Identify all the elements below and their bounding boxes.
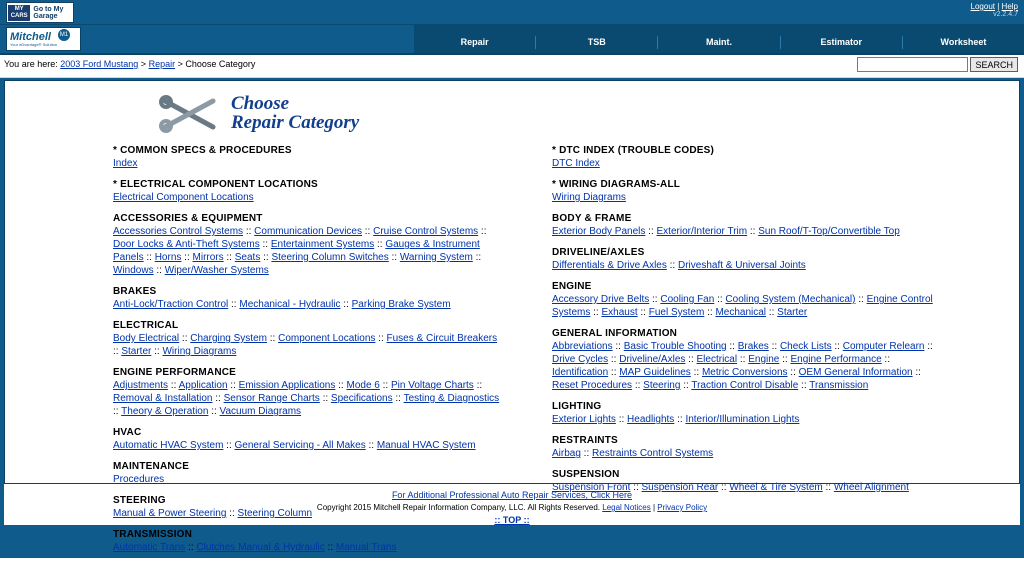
page-title-area <box>5 81 1019 139</box>
category-heading: * WIRING DIAGRAMS-ALL <box>552 179 681 190</box>
logo-badge-icon: M1 <box>58 29 70 41</box>
category-link[interactable]: Vacuum Diagrams <box>219 406 302 417</box>
link-separator: :: <box>718 482 730 493</box>
link-separator: :: <box>645 226 657 237</box>
category-link-list <box>552 340 942 392</box>
tab-maint[interactable]: Maint. <box>658 36 780 49</box>
copyright-text: Copyright 2015 Mitchell Repair Information Company, LLC. All Rights Reserved. <box>316 503 601 512</box>
category-link[interactable]: Sensor Range Charts <box>223 393 320 404</box>
my-garage-button[interactable] <box>6 2 74 23</box>
category-heading: TRANSMISSION <box>113 529 193 540</box>
link-separator: :: <box>690 367 702 378</box>
link-separator: :: <box>472 252 482 263</box>
category-link[interactable]: Accessories Control Systems <box>113 226 244 237</box>
category-link[interactable]: Manual & Power Steering <box>113 508 227 519</box>
category-link-list <box>113 473 503 486</box>
category-link[interactable]: Transmission <box>809 380 869 391</box>
category-link[interactable]: Adjustments <box>113 380 169 391</box>
link-separator: :: <box>766 307 778 318</box>
link-separator: :: <box>181 252 193 263</box>
category-link-list <box>552 225 942 238</box>
category-group <box>552 469 1019 494</box>
breadcrumb-bar <box>0 55 1024 78</box>
category-link[interactable]: Starter <box>121 346 152 357</box>
category-link[interactable]: Procedures <box>113 474 165 485</box>
link-separator: :: <box>912 367 921 378</box>
logout-link[interactable]: Logout <box>970 2 995 11</box>
link-separator: :: <box>168 380 179 391</box>
category-group <box>113 179 512 204</box>
category-columns <box>5 139 1019 563</box>
category-link[interactable]: Driveline/Axles <box>619 354 686 365</box>
breadcrumb-prefix: You are here: <box>4 59 58 69</box>
category-heading: ENGINE <box>552 281 592 292</box>
category-link[interactable]: Abbreviations <box>552 341 613 352</box>
category-link-list <box>113 191 503 204</box>
link-separator: :: <box>637 307 649 318</box>
link-separator: :: <box>374 239 386 250</box>
category-heading: MAINTENANCE <box>113 461 190 472</box>
link-separator: :: <box>632 380 644 391</box>
link-separator: :: <box>362 226 374 237</box>
breadcrumb-sep-1: > <box>140 59 147 69</box>
category-link[interactable]: OEM General Information <box>798 367 913 378</box>
category-link[interactable]: Engine <box>748 354 780 365</box>
category-heading: * COMMON SPECS & PROCEDURES <box>113 145 292 156</box>
link-separator: :: <box>266 333 279 344</box>
top-bar <box>0 0 1024 25</box>
tab-estimator[interactable]: Estimator <box>781 36 903 49</box>
category-link[interactable]: Cruise Control Systems <box>373 226 479 237</box>
category-link[interactable]: Manual HVAC System <box>376 440 476 451</box>
category-link[interactable]: Starter <box>777 307 808 318</box>
category-link[interactable]: Horns <box>154 252 182 263</box>
category-heading: HVAC <box>113 427 142 438</box>
category-link[interactable]: Computer Relearn <box>842 341 925 352</box>
category-link[interactable]: Wiring Diagrams <box>162 346 237 357</box>
link-separator: :: <box>392 393 404 404</box>
category-link-list <box>552 293 942 319</box>
category-link[interactable]: Engine Control Systems <box>552 294 933 318</box>
category-link[interactable]: Anti-Lock/Traction Control <box>113 299 229 310</box>
logo-tagline: Your eDvantage® Solution <box>10 41 58 47</box>
category-link-list <box>552 259 942 272</box>
category-link[interactable]: Accessory Drive Belts <box>552 294 650 305</box>
link-separator: :: <box>243 226 255 237</box>
link-separator: :: <box>223 440 235 451</box>
link-separator: :: <box>768 341 780 352</box>
category-link[interactable]: Communication Devices <box>254 226 362 237</box>
links-divider: | <box>997 2 1000 11</box>
category-link[interactable]: General Servicing - All Makes <box>234 440 366 451</box>
link-separator: :: <box>630 482 642 493</box>
category-group <box>113 495 512 520</box>
category-link[interactable]: Mechanical <box>715 307 767 318</box>
category-group <box>552 179 1019 204</box>
category-heading: ELECTRICAL <box>113 320 179 331</box>
go-to-my-garage-label: Go to My Garage <box>33 5 64 20</box>
breadcrumb-current: Choose Category <box>185 59 256 69</box>
link-separator: :: <box>649 294 661 305</box>
link-separator: :: <box>680 380 692 391</box>
category-heading: ENGINE PERFORMANCE <box>113 367 237 378</box>
link-separator: :: <box>179 333 191 344</box>
link-separator: :: <box>822 482 834 493</box>
link-separator: :: <box>779 354 791 365</box>
link-separator: :: <box>319 393 331 404</box>
category-link-list <box>113 379 503 418</box>
category-group <box>113 145 512 170</box>
category-link[interactable]: Suspension Rear <box>641 482 719 493</box>
category-link[interactable]: Exterior Lights <box>552 414 616 425</box>
link-separator: :: <box>388 252 400 263</box>
category-link[interactable]: Identification <box>552 367 609 378</box>
link-separator: :: <box>185 542 197 553</box>
content-frame <box>0 78 1024 558</box>
category-link[interactable]: Emission Applications <box>238 380 336 391</box>
category-link[interactable]: Door Locks & Anti-Theft Systems <box>113 239 260 250</box>
category-link[interactable]: Drive Cycles <box>552 354 609 365</box>
category-link[interactable]: Electrical <box>696 354 738 365</box>
pro-services-link[interactable]: For Additional Professional Auto Repair Services, Click Here <box>391 490 633 500</box>
category-link[interactable]: Exterior/Interior Trim <box>656 226 748 237</box>
category-group <box>552 247 1019 272</box>
link-separator: :: <box>704 307 716 318</box>
category-link[interactable]: Mechanical - Hydraulic <box>239 299 341 310</box>
link-separator: :: <box>260 252 272 263</box>
category-link[interactable]: Steering Column Switches <box>271 252 389 263</box>
category-link[interactable]: Electrical Component Locations <box>113 192 254 203</box>
category-group <box>552 281 1019 319</box>
category-link[interactable]: Steering <box>643 380 681 391</box>
version-label: v2.2.4.7 <box>993 11 1018 18</box>
search-input[interactable] <box>857 57 968 72</box>
category-link[interactable]: Entertainment Systems <box>270 239 375 250</box>
link-separator: :: <box>714 294 726 305</box>
link-separator: :: <box>335 380 347 391</box>
category-link[interactable]: Headlights <box>627 414 675 425</box>
category-link[interactable]: Engine Performance <box>790 354 882 365</box>
category-link[interactable]: Steering Column <box>237 508 313 519</box>
category-heading: GENERAL INFORMATION <box>552 328 678 339</box>
category-link[interactable]: Traction Control Disable <box>691 380 799 391</box>
link-separator: :: <box>228 299 240 310</box>
category-link[interactable]: Manual Trans <box>335 542 397 553</box>
link-separator: :: <box>223 252 235 263</box>
category-link-list <box>552 481 942 494</box>
link-separator: :: <box>208 406 220 417</box>
category-link-list <box>113 507 503 520</box>
my-cars-label: MY CARS <box>8 5 30 21</box>
category-heading: LIGHTING <box>552 401 602 412</box>
category-link-list <box>113 439 503 452</box>
link-separator: :: <box>580 448 593 459</box>
category-link[interactable]: Fuses & Circuit Breakers <box>386 333 498 344</box>
category-link[interactable]: Metric Conversions <box>701 367 788 378</box>
tab-worksheet[interactable]: Worksheet <box>940 37 987 47</box>
link-separator: :: <box>924 341 933 352</box>
category-link[interactable]: Restraints Control Systems <box>592 448 714 459</box>
category-link-list <box>552 191 942 204</box>
legal-separator: | <box>652 503 656 512</box>
link-separator: :: <box>375 333 387 344</box>
link-separator: :: <box>113 406 122 417</box>
category-link[interactable]: Removal & Installation <box>113 393 213 404</box>
category-link[interactable]: Airbag <box>552 448 581 459</box>
page-title-line2: Repair Category <box>231 112 360 133</box>
category-link[interactable]: Wiper/Washer Systems <box>164 265 269 276</box>
link-separator: :: <box>674 414 686 425</box>
link-separator: :: <box>726 341 738 352</box>
breadcrumb-sep-2: > <box>177 59 183 69</box>
logo-name: Mitchell <box>10 30 51 43</box>
wrench-icon <box>155 93 225 133</box>
link-separator: :: <box>212 393 224 404</box>
top-right-links <box>971 2 1018 18</box>
link-separator: :: <box>737 354 749 365</box>
category-link-list <box>552 447 942 460</box>
category-link[interactable]: Fuel System <box>648 307 705 318</box>
category-link[interactable]: Mode 6 <box>346 380 380 391</box>
category-link-list <box>113 225 503 277</box>
link-separator: :: <box>787 367 799 378</box>
link-separator: :: <box>666 260 678 271</box>
category-link[interactable]: Exterior Body Panels <box>552 226 646 237</box>
category-group <box>552 145 1019 170</box>
brand-bar <box>0 25 1024 55</box>
category-heading: DRIVELINE/AXLES <box>552 247 645 258</box>
link-separator: :: <box>379 380 391 391</box>
category-heading: STEERING <box>113 495 166 506</box>
category-link[interactable]: Cooling Fan <box>660 294 715 305</box>
category-link-list <box>552 413 942 426</box>
category-link[interactable]: Mirrors <box>192 252 224 263</box>
category-link-list <box>113 157 503 170</box>
category-link-list <box>552 157 942 170</box>
link-separator: :: <box>151 346 163 357</box>
link-separator: :: <box>473 380 483 391</box>
category-link[interactable]: Application <box>178 380 228 391</box>
category-link[interactable]: Index <box>113 158 138 169</box>
category-heading: BRAKES <box>113 286 157 297</box>
left-category-column <box>5 145 512 563</box>
link-separator: :: <box>881 354 890 365</box>
right-category-column <box>512 145 1019 563</box>
category-link[interactable]: Driveshaft & Universal Joints <box>677 260 806 271</box>
category-group <box>113 461 512 486</box>
legal-notices-link[interactable]: Legal Notices <box>602 503 651 512</box>
category-heading: BODY & FRAME <box>552 213 632 224</box>
link-separator: :: <box>608 367 620 378</box>
link-separator: :: <box>153 265 165 276</box>
category-group <box>113 213 512 277</box>
category-heading: SUSPENSION <box>552 469 620 480</box>
category-link[interactable]: Parking Brake System <box>351 299 451 310</box>
privacy-policy-link[interactable]: Privacy Policy <box>657 503 708 512</box>
link-separator: :: <box>608 354 620 365</box>
category-heading: RESTRAINTS <box>552 435 618 446</box>
category-link[interactable]: Check Lists <box>779 341 832 352</box>
page-title <box>231 94 359 132</box>
category-link[interactable]: Testing & Diagnostics <box>403 393 500 404</box>
category-link[interactable]: Brakes <box>737 341 769 352</box>
category-link[interactable]: Body Electrical <box>113 333 180 344</box>
category-link[interactable]: Wheel & Tire System <box>729 482 823 493</box>
category-link[interactable]: Pin Voltage Charts <box>390 380 474 391</box>
category-link-list <box>113 298 503 311</box>
category-group <box>552 328 1019 392</box>
category-link[interactable]: Interior/Illumination Lights <box>685 414 800 425</box>
breadcrumb <box>4 59 255 69</box>
tab-tsb[interactable]: TSB <box>536 36 658 49</box>
category-link[interactable]: Suspension Front <box>552 482 631 493</box>
breadcrumb-vehicle-link[interactable]: 2003 Ford Mustang <box>60 59 139 69</box>
breadcrumb-repair-link[interactable]: Repair <box>148 59 176 69</box>
link-separator: :: <box>365 440 377 451</box>
category-link[interactable]: Component Locations <box>278 333 376 344</box>
link-separator: :: <box>831 341 843 352</box>
category-link[interactable]: Theory & Operation <box>121 406 209 417</box>
category-heading: * ELECTRICAL COMPONENT LOCATIONS <box>113 179 318 190</box>
search-area <box>857 57 1018 72</box>
link-separator: :: <box>685 354 697 365</box>
category-group <box>113 367 512 418</box>
link-separator: :: <box>798 380 810 391</box>
tab-repair[interactable]: Repair <box>414 36 536 49</box>
category-group <box>113 427 512 452</box>
category-link[interactable]: Gauges & Instrument Panels <box>113 239 480 263</box>
link-separator: :: <box>324 542 336 553</box>
category-link[interactable]: Windows <box>113 265 154 276</box>
link-separator: :: <box>612 341 624 352</box>
category-link-list <box>113 541 503 554</box>
link-separator: :: <box>227 380 239 391</box>
category-link[interactable]: Specifications <box>330 393 393 404</box>
category-link[interactable]: Sun Roof/T-Top/Convertible Top <box>758 226 900 237</box>
link-separator: :: <box>226 508 238 519</box>
help-link[interactable]: Help <box>1001 2 1018 11</box>
page-title-line1: Choose <box>231 93 290 114</box>
link-separator: :: <box>478 226 487 237</box>
link-separator: :: <box>615 414 628 425</box>
category-link[interactable]: Wheel Alignment <box>833 482 909 493</box>
search-button[interactable]: SEARCH <box>970 57 1018 72</box>
category-link[interactable]: Exhaust <box>601 307 638 318</box>
main-nav-tabs <box>414 25 1024 53</box>
category-link[interactable]: Cooling System (Mechanical) <box>725 294 856 305</box>
link-separator: :: <box>747 226 759 237</box>
category-heading: ACCESSORIES & EQUIPMENT <box>113 213 263 224</box>
link-separator: :: <box>259 239 271 250</box>
category-link[interactable]: Charging System <box>190 333 267 344</box>
category-group <box>552 401 1019 426</box>
back-to-top-link[interactable]: :: TOP :: <box>494 515 530 525</box>
category-link[interactable]: Warning System <box>399 252 473 263</box>
mitchell1-logo[interactable] <box>6 27 81 51</box>
category-group <box>552 435 1019 460</box>
category-link[interactable]: Differentials & Drive Axles <box>552 260 667 271</box>
link-separator: :: <box>590 307 602 318</box>
link-separator: :: <box>340 299 352 310</box>
category-link[interactable]: DTC Index <box>552 158 600 169</box>
link-separator: :: <box>143 252 155 263</box>
category-link[interactable]: Seats <box>234 252 261 263</box>
category-link[interactable]: MAP Guidelines <box>619 367 691 378</box>
category-link[interactable]: Automatic HVAC System <box>113 440 224 451</box>
category-heading: * DTC INDEX (TROUBLE CODES) <box>552 145 715 156</box>
category-link-list <box>113 332 503 358</box>
category-link[interactable]: Reset Procedures <box>552 380 633 391</box>
category-group <box>113 320 512 358</box>
link-separator: :: <box>855 294 867 305</box>
category-link[interactable]: Automatic Trans <box>113 542 186 553</box>
link-separator: :: <box>113 346 122 357</box>
category-link[interactable]: Basic Trouble Shooting <box>623 341 727 352</box>
category-group <box>113 286 512 311</box>
category-link[interactable]: Wiring Diagrams <box>552 192 626 203</box>
category-group <box>552 213 1019 238</box>
category-link[interactable]: Clutches Manual & Hydraulic <box>196 542 325 553</box>
